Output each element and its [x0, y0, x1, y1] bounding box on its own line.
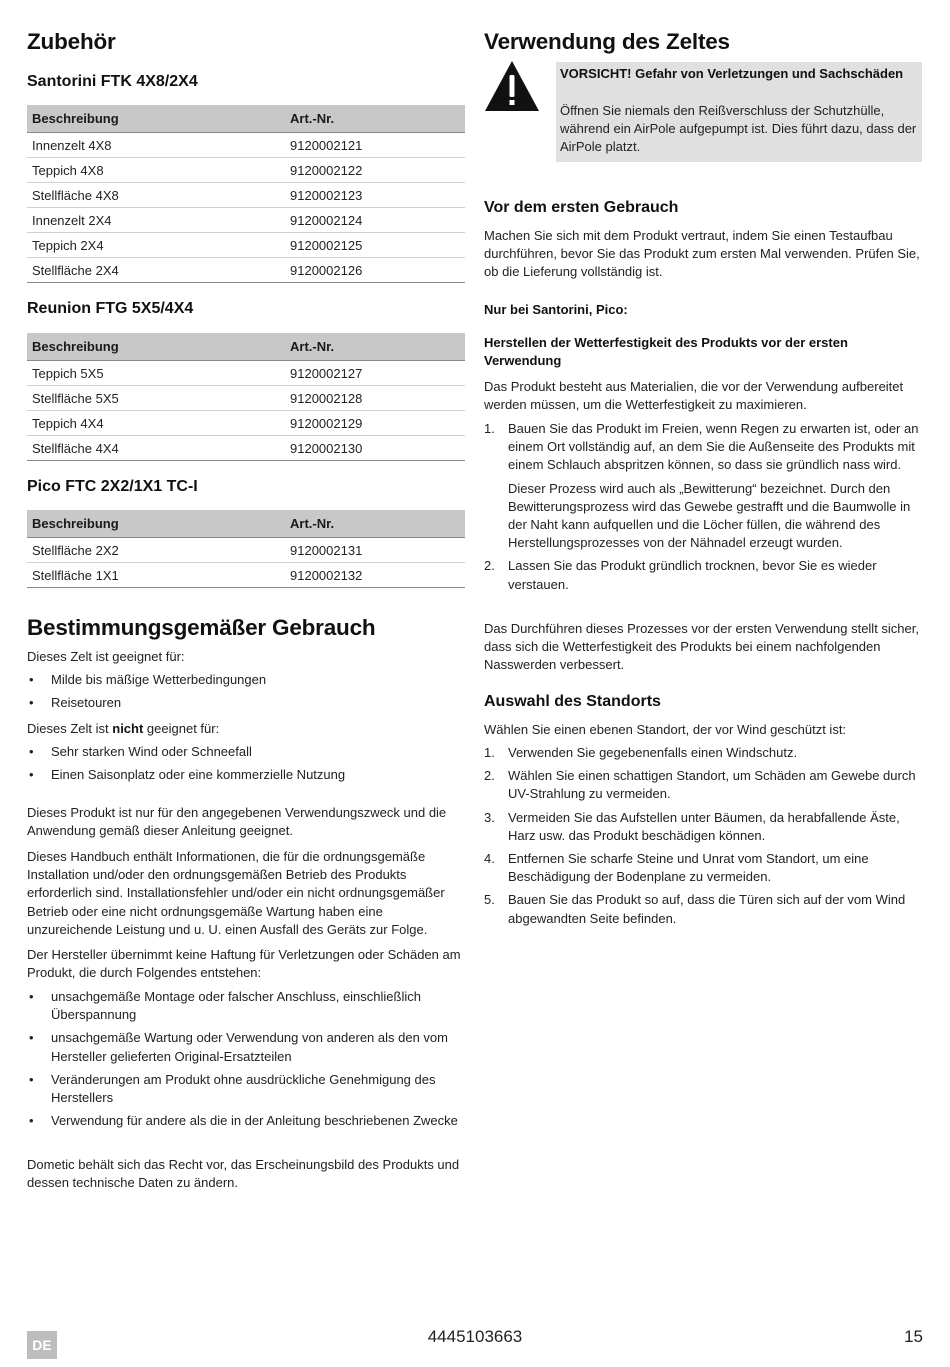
suited-intro: Dieses Zelt ist geeignet für:	[27, 649, 185, 664]
item-number: 9120002123	[285, 183, 465, 208]
item-description: Teppich 2X4	[27, 233, 285, 258]
santorini-title: Santorini FTK 4X8/2X4	[27, 73, 198, 90]
suited-list	[27, 671, 465, 712]
column-header-article: Art.-Nr.	[285, 105, 465, 133]
language-badge: DE	[27, 1331, 57, 1359]
usage-paragraph-2: Dieses Handbuch enthält Informationen, die für die ordnungsgemäße Installation und/oder den ordnungsgemäßen Betrieb des Produkts erforderlich sind. Installationsfehler und/oder ein nicht ordnungsgemäßer Betrieb oder eine nicht ordnungsgemäße Wartung haben eine unzureichende Leistung und u. U. einen Ausfall des Geräts zur Folge.	[27, 849, 445, 937]
table-row	[27, 411, 465, 436]
only-for-label: Nur bei Santorini, Pico:	[484, 302, 628, 317]
page-number: 15	[904, 1327, 923, 1346]
list-item: • Milde bis mäßige Wetterbedingungen	[29, 672, 267, 687]
item-description: Innenzelt 2X4	[27, 208, 285, 233]
column-header-article: Art.-Nr.	[285, 510, 465, 538]
table-row	[27, 563, 465, 588]
not-suited-list	[27, 743, 465, 784]
list-item: • unsachgemäße Wartung oder Verwendung von anderen als den vom Hersteller gelieferten Original-Ersatzteilen	[29, 1030, 448, 1064]
column-header-description: Beschreibung	[27, 510, 285, 538]
item-number: 9120002131	[285, 538, 465, 563]
table-row	[27, 436, 465, 461]
list-item: 4. Entfernen Sie scharfe Steine und Unrat vom Standort, um eine Beschädigung der Bodenplane zu vermeiden.	[484, 851, 869, 885]
list-item: 2. Lassen Sie das Produkt gründlich trocknen, bevor Sie es wieder verstauen.	[484, 558, 877, 592]
table-row	[27, 361, 465, 386]
table-row	[27, 386, 465, 411]
reunion-title: Reunion FTG 5X5/4X4	[27, 300, 194, 317]
item-description: Stellfläche 2X4	[27, 258, 285, 283]
warning-box	[556, 62, 922, 162]
warning-triangle-icon	[484, 60, 540, 112]
list-item: • Sehr starken Wind oder Schneefall	[29, 744, 252, 759]
pico-title: Pico FTC 2X2/1X1 TC-I	[27, 478, 198, 495]
item-number: 9120002124	[285, 208, 465, 233]
list-item: • Veränderungen am Produkt ohne ausdrückliche Genehmigung des Herstellers	[29, 1071, 436, 1106]
site-steps	[484, 744, 922, 928]
table-row	[27, 158, 465, 183]
usage-paragraph-4: Dometic behält sich das Recht vor, das Erscheinungsbild des Produkts und dessen technische Daten zu ändern.	[27, 1157, 460, 1191]
first-use-title: Vor dem ersten Gebrauch	[484, 199, 679, 216]
item-description: Stellfläche 4X8	[27, 183, 285, 208]
warning-text: Öffnen Sie niemals den Reißverschluss der Schutzhülle, während ein AirPole aufgepumpt ist. Dies führt dazu, dass der AirPole platzt.	[560, 103, 917, 155]
weather-steps	[484, 420, 922, 594]
usage-paragraph-3: Der Hersteller übernimmt keine Haftung für Verletzungen oder Schäden am Produkt, die durch Folgendes entstehen:	[27, 947, 461, 981]
pico-table	[27, 510, 465, 588]
column-header-article: Art.-Nr.	[285, 333, 465, 361]
first-use-outro: Das Durchführen dieses Prozesses vor der ersten Verwendung stellt sicher, dass sich die Wetterfestigkeit des Produkts bei einem nachfolgenden Nasswerden verbessert.	[484, 621, 919, 673]
list-item: 5. Bauen Sie das Produkt so auf, dass die Türen sich auf der vom Wind abgewandten Seite befinden.	[484, 892, 906, 926]
accessories-title: Zubehör	[27, 29, 116, 54]
table-row	[27, 233, 465, 258]
liability-list	[27, 988, 465, 1130]
list-item: 1. Verwenden Sie gegebenenfalls einen Windschutz.	[484, 745, 798, 760]
item-number: 9120002132	[285, 563, 465, 588]
list-item: • Einen Saisonplatz oder eine kommerzielle Nutzung	[29, 767, 346, 783]
item-description: Teppich 4X8	[27, 158, 285, 183]
list-item: • Reisetouren	[29, 695, 122, 711]
warning-title: VORSICHT! Gefahr von Verletzungen und Sachschäden	[560, 66, 904, 81]
item-description: Teppich 5X5	[27, 361, 285, 386]
usage-paragraph-1: Dieses Produkt ist nur für den angegebenen Verwendungszweck und die Anwendung gemäß dieser Anleitung geeignet.	[27, 805, 447, 839]
list-item: 2. Wählen Sie einen schattigen Standort, um Schäden am Gewebe durch UV-Strahlung zu vermeiden.	[484, 768, 916, 802]
document-number: 4445103663	[427, 1327, 523, 1346]
list-item: 3. Vermeiden Sie das Aufstellen unter Bäumen, da herabfallende Äste, Harz usw. das Produkt beschädigen können.	[484, 809, 900, 843]
item-number: 9120002127	[285, 361, 465, 386]
item-description: Innenzelt 4X8	[27, 133, 285, 158]
column-header-description: Beschreibung	[27, 333, 285, 361]
list-item: • unsachgemäße Montage oder falscher Anschluss, einschließlich Überspannung	[29, 989, 421, 1023]
item-number: 9120002129	[285, 411, 465, 436]
item-number: 9120002130	[285, 436, 465, 461]
item-number: 9120002128	[285, 386, 465, 411]
item-description: Stellfläche 5X5	[27, 386, 285, 411]
list-item: 1. Bauen Sie das Produkt im Freien, wenn Regen zu erwarten ist, oder an einem Ort vollständig auf, an dem Sie die Außenseite des Produkts mit einem Schlauch abspritzen können, so dass sie gründlich nass wird. Dieser Prozess wird auch als „Bewitterung“ bezeichnet. Durch den Bewitterungsprozess wird das Gewebe gestrafft und die Baumwolle in der Naht kann aufquellen und die Löcher füllen, die während des Herstellungsprozesses von der Nähnadel erzeugt wurden.	[484, 420, 922, 552]
item-description: Stellfläche 4X4	[27, 436, 285, 461]
reunion-table	[27, 333, 465, 461]
tent-usage-title: Verwendung des Zeltes	[484, 29, 730, 54]
list-item: • Verwendung für andere als die in der Anleitung beschriebenen Zwecke	[29, 1113, 458, 1129]
column-header-description: Beschreibung	[27, 105, 285, 133]
item-description: Stellfläche 2X2	[27, 538, 285, 563]
site-title: Auswahl des Standorts	[484, 693, 661, 710]
item-description: Teppich 4X4	[27, 411, 285, 436]
usage-title: Bestimmungsgemäßer Gebrauch	[27, 615, 376, 640]
step-note: Dieser Prozess wird auch als „Bewitterung“ bezeichnet. Durch den Bewitterungsprozess wird das Gewebe gestrafft und die Baumwolle in der Naht kann aufquellen und die Löcher füllen, die während des Herstellungsprozesses von der Nähnadel erzeugt wurden.	[508, 480, 911, 551]
table-row	[27, 258, 465, 283]
item-number: 9120002122	[285, 158, 465, 183]
weather-title: Herstellen der Wetterfestigkeit des Produkts vor der ersten Verwendung	[484, 335, 848, 368]
first-use-intro: Machen Sie sich mit dem Produkt vertraut, indem Sie einen Testaufbau durchführen, bevor Sie das Produkt zum ersten Mal verwenden. Prüfen Sie, ob die Lieferung vollständig ist.	[484, 228, 920, 280]
table-row	[27, 208, 465, 233]
table-row	[27, 538, 465, 563]
item-number: 9120002126	[285, 258, 465, 283]
table-row	[27, 183, 465, 208]
not-suited-intro: Dieses Zelt ist nicht geeignet für:	[27, 721, 220, 736]
weather-intro: Das Produkt besteht aus Materialien, die vor der Verwendung aufbereitet werden müssen, um die Wetterfestigkeit zu maximieren.	[484, 379, 904, 413]
item-number: 9120002121	[285, 133, 465, 158]
table-row	[27, 133, 465, 158]
site-intro: Wählen Sie einen ebenen Standort, der vor Wind geschützt ist:	[484, 722, 847, 737]
santorini-table	[27, 105, 465, 283]
item-number: 9120002125	[285, 233, 465, 258]
item-description: Stellfläche 1X1	[27, 563, 285, 588]
